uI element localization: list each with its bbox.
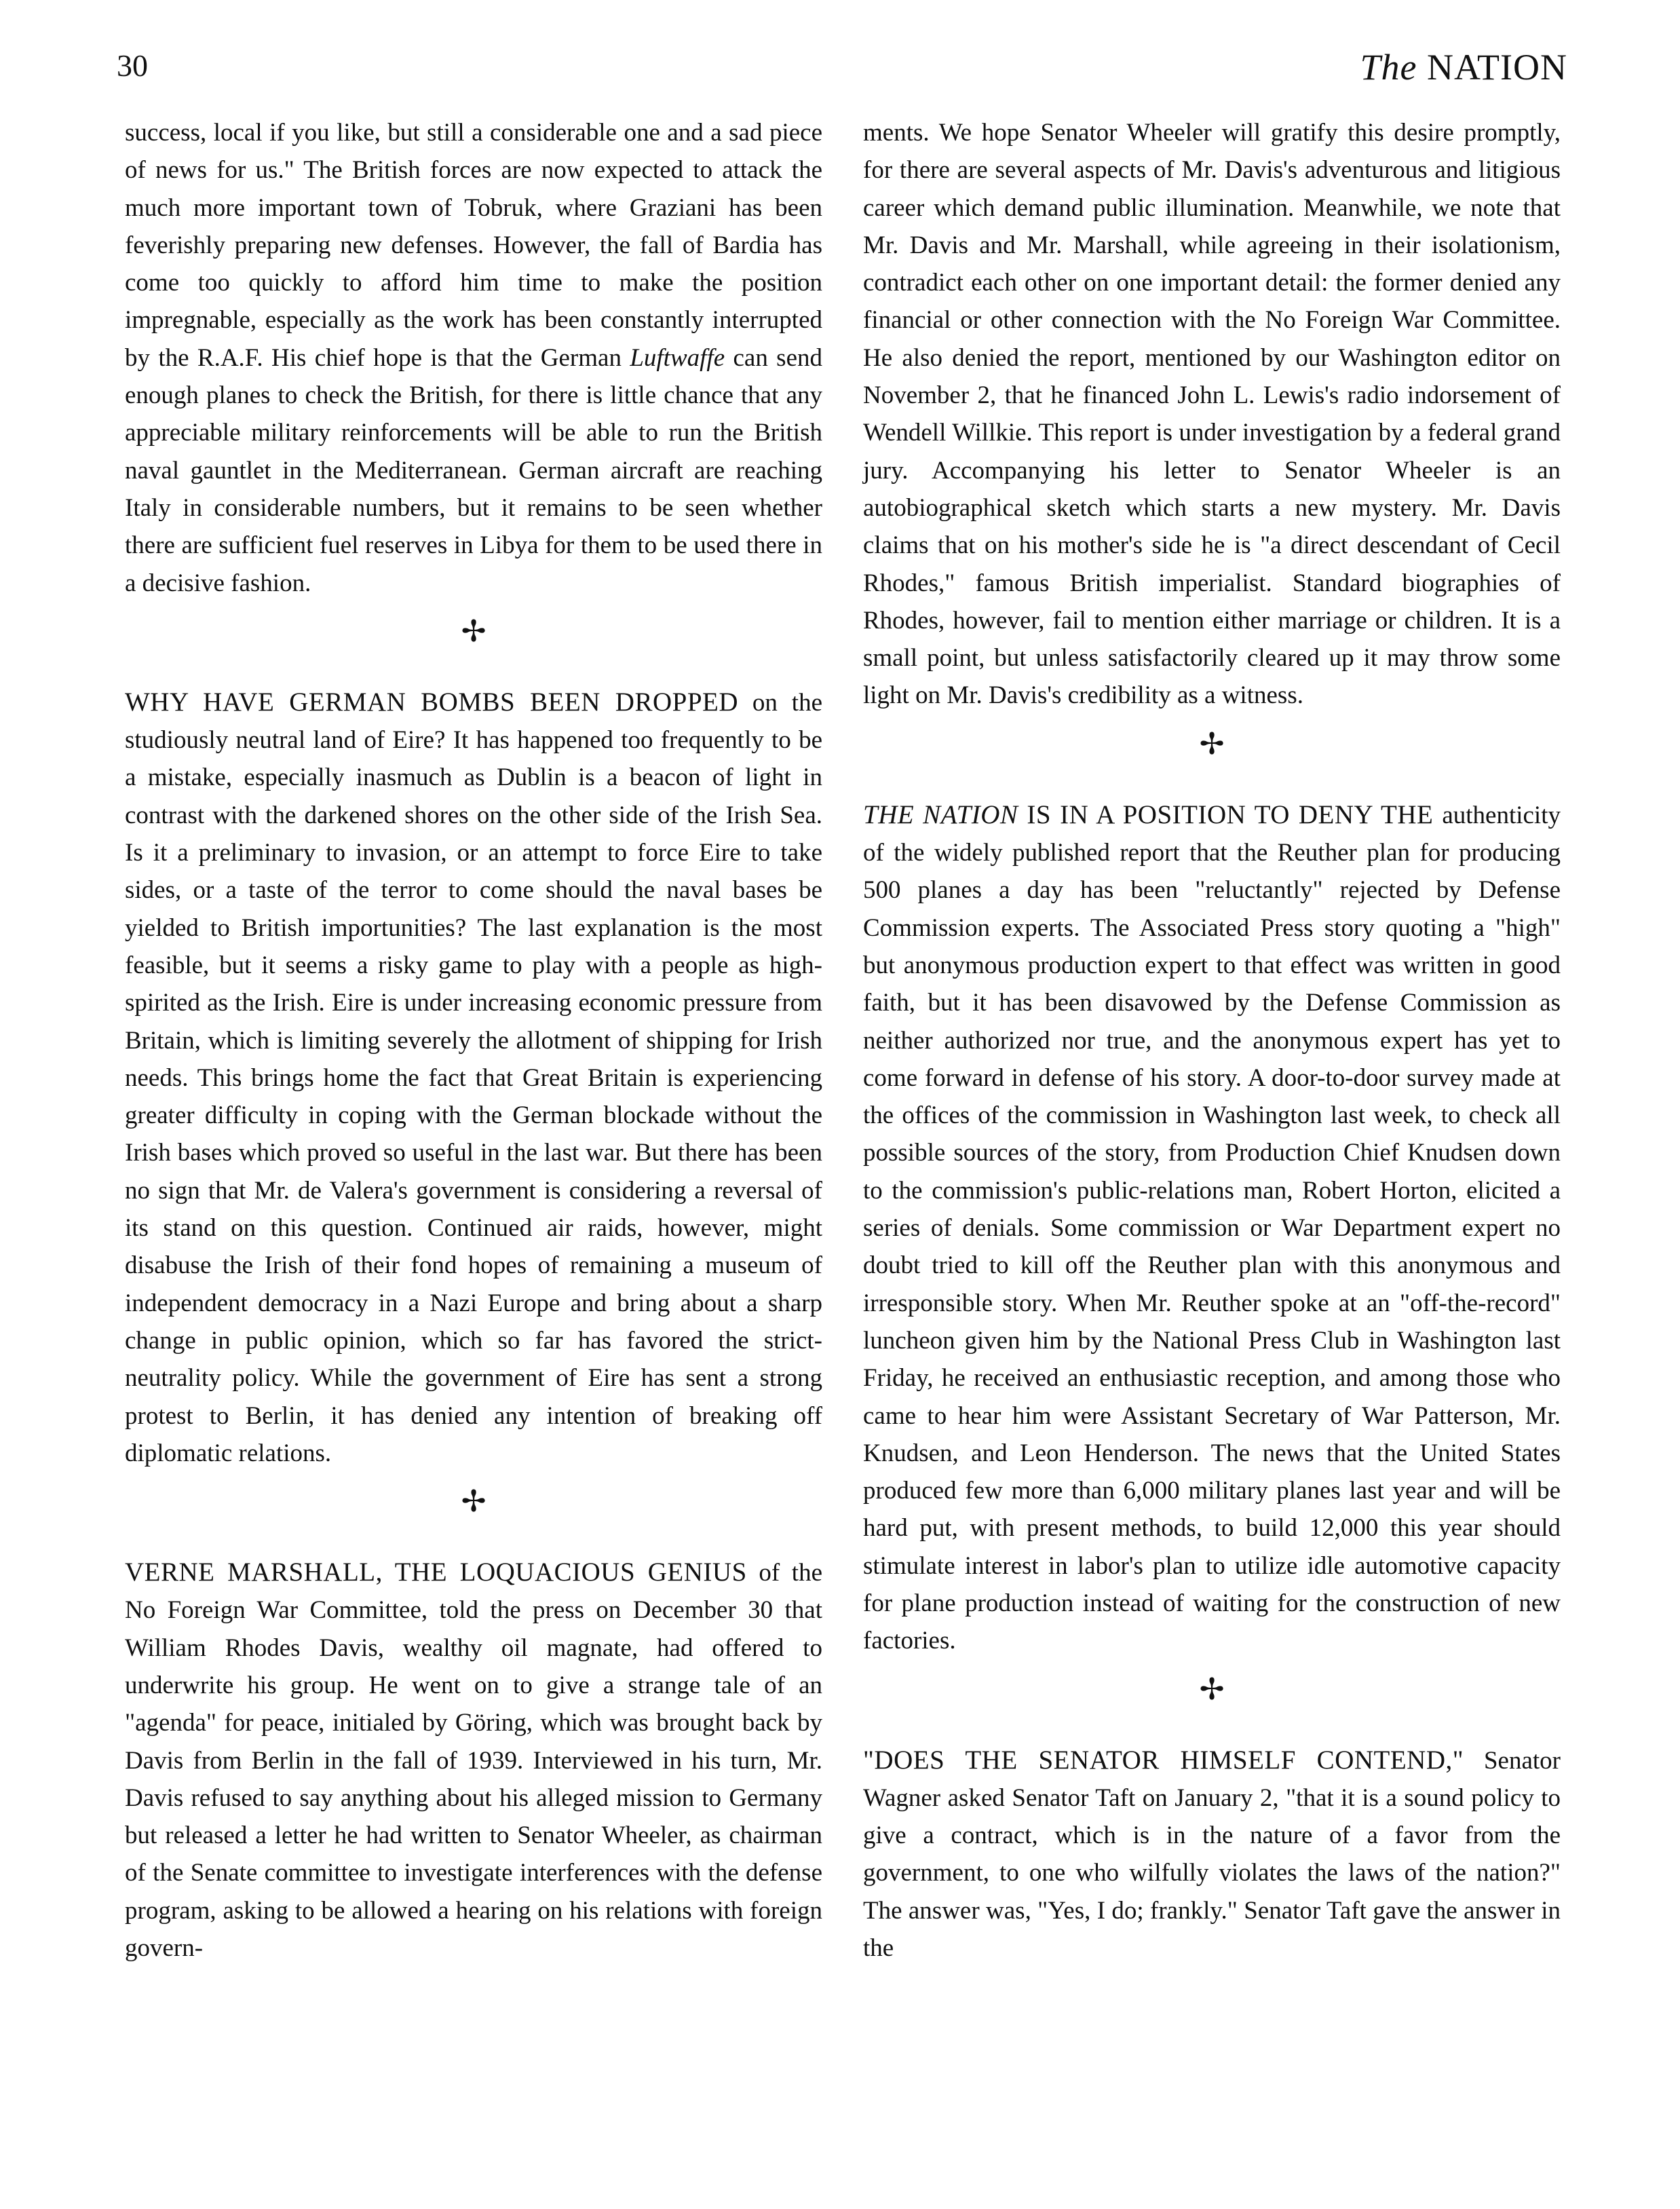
- running-head-prefix: The: [1360, 47, 1417, 88]
- section-head-eire: WHY HAVE GERMAN BOMBS BEEN DROPPED: [125, 687, 739, 717]
- left-paragraph-bardia: [125, 114, 822, 602]
- left-column: [125, 114, 822, 1967]
- section-head-taft: "DOES THE SENATOR HIMSELF CONTEND,": [863, 1745, 1464, 1775]
- left-paragraph-marshall-text: of the No Foreign War Committee, told the press on December 30 that William Rhodes Davis, wealthy oil magnate, had offered to underwrite his group. He went on to give a strange tale of an "agenda" for peace, initialed by Göring, which was brought back by Davis from Berlin in the fall of 1939. Interviewed in his turn, Mr. Davis refused to say anything about his alleged mission to Germany but released a letter he had written to Senator Wheeler, as chairman of the Senate committee to investigate interferences with the defense program, asking to be allowed a hearing on his relations with foreign govern-: [125, 1559, 822, 1963]
- right-paragraph-reuther-text: authenticity of the widely published report that the Reuther plan for producing 500 planes a day has been "reluctantly" rejected by Defense Commission experts. The Associated Press story quoting a "high" but anonymous production expert to that effect was written in good faith, but it has been disavowed by the Defense Commission as neither authorized nor true, and the anonymous expert has yet to come forward in defense of his story. A door-to-door survey made at the offices of the commission in Washington last week, to check all possible sources of the story, from Production Chief Knudsen down to the commission's public-relations man, Robert Horton, elicited a series of denials. Some commission or War Department expert no doubt tried to kill off the Reuther plan with this anonymous and irresponsible story. When Mr. Reuther spoke at an "off-the-record" luncheon given him by the National Press Club in Washington last Friday, he received an enthusiastic reception, and among those who came to hear him were Assistant Secretary of War Patterson, Mr. Knudsen, and Leon Henderson. The news that the United States produced few more than 6,000 military planes last year and will be hard put, with present methods, to build 12,000 this year should stimulate interest in labor's plan to utilize idle automotive capacity for plane production instead of waiting for the construction of new factories.: [863, 801, 1561, 1655]
- page-number: 30: [117, 48, 148, 83]
- right-paragraph-taft-text: Senator Wagner asked Senator Taft on January 2, "that it is a sound policy to give a contract, which is in the nature of a favor from the government, to one who wilfully violates the laws of the nation?" The answer was, "Yes, I do; frankly." Senator Taft gave the answer in the: [863, 1746, 1561, 1963]
- running-head-title: NATION: [1427, 47, 1567, 88]
- left-paragraph-eire-text: on the studiously neutral land of Eire? It has happened too frequently to be a mistake, especially inasmuch as Dublin is a beacon of light in contrast with the darkened shores on the other side of the Irish Sea. Is it a preliminary to invasion, or an attempt to force Eire to take sides, or a taste of the terror to come should the naval bases be yielded to British importunities? The last explanation is the most feasible, but it seems a risky game to play with a people as high-spirited as the Irish. Eire is under increasing economic pressure from Britain, which is limiting severely the allotment of shipping for Irish needs. This brings home the fact that Great Britain is experiencing greater difficulty in coping with the German blockade without the Irish bases which proved so useful in the last war. But there has been no sign that Mr. de Valera's government is considering a reversal of its stand on this question. Continued air raids, however, might disabuse the Irish of their fond hopes of remaining a museum of independent democracy in a Nazi Europe and bring about a sharp change in public opinion, which so far has favored the strict-neutrality policy. While the government of Eire has sent a strong protest to Berlin, it has denied any intention of breaking off diplomatic relations.: [125, 688, 823, 1467]
- left-paragraph-bardia-text: success, local if you like, but still a considerable one and a sad piece of news for us." The British forces are now expected to attack the much more important town of Tobruk, where Graziani has been feverishly preparing new defenses. However, the fall of Bardia has come too quickly to afford him time to make the position impregnable, especially as the work has been constantly interrupted by the R.A.F. His chief hope is that the German: [125, 119, 822, 372]
- section-divider-star: ✢: [461, 1485, 486, 1519]
- left-paragraph-eire: [125, 683, 822, 1472]
- section-divider-star: ✢: [461, 614, 486, 648]
- section-divider-star: ✢: [1199, 727, 1225, 761]
- running-head: [1360, 49, 1567, 86]
- section-head-marshall: VERNE MARSHALL, THE LOQUACIOUS GENIUS: [125, 1557, 747, 1587]
- section-head-reuther-rest: IS IN A POSITION TO DENY THE: [1027, 799, 1434, 829]
- left-paragraph-bardia-italic: Luftwaffe: [630, 343, 725, 372]
- right-paragraph-taft: [863, 1741, 1561, 1967]
- right-paragraph-reuther: [863, 796, 1561, 1660]
- left-paragraph-bardia-end: can send enough planes to check the British, for there is little chance that any appreciable military reinforcements will be able to run the British naval gauntlet in the Mediterranean. German aircraft are reaching Italy in considerable numbers, but it remains to be seen whether there are sufficient fuel reserves in Libya for them to be used there in a decisive fashion.: [125, 343, 823, 597]
- section-divider-star: ✢: [1199, 1672, 1225, 1706]
- section-head-reuther: [863, 800, 1442, 829]
- right-paragraph-davis-text: ments. We hope Senator Wheeler will gratify this desire promptly, for there are several aspects of Mr. Davis's adventurous and litigious career which demand public illumination. Meanwhile, we note that Mr. Davis and Mr. Marshall, while agreeing in their isolationism, contradict each other on one important detail: the former denied any financial or other connection with the No Foreign War Committee. He also denied the report, mentioned by our Washington editor on November 2, that he financed John L. Lewis's radio indorsement of Wendell Willkie. This report is under investigation by a federal grand jury. Accompanying his letter to Senator Wheeler is an autobiographical sketch which starts a new mystery. Mr. Davis claims that on his mother's side he is "a direct descendant of Cecil Rhodes," famous British imperialist. Standard biographies of Rhodes, however, fail to mention either marriage or children. It is a small point, but unless satisfactorily cleared up it may throw some light on Mr. Davis's credibility as a witness.: [863, 119, 1561, 710]
- right-paragraph-davis: [863, 114, 1561, 715]
- left-paragraph-marshall: [125, 1553, 822, 1967]
- section-head-reuther-italic: THE NATION: [863, 799, 1018, 829]
- right-column: [863, 114, 1561, 1967]
